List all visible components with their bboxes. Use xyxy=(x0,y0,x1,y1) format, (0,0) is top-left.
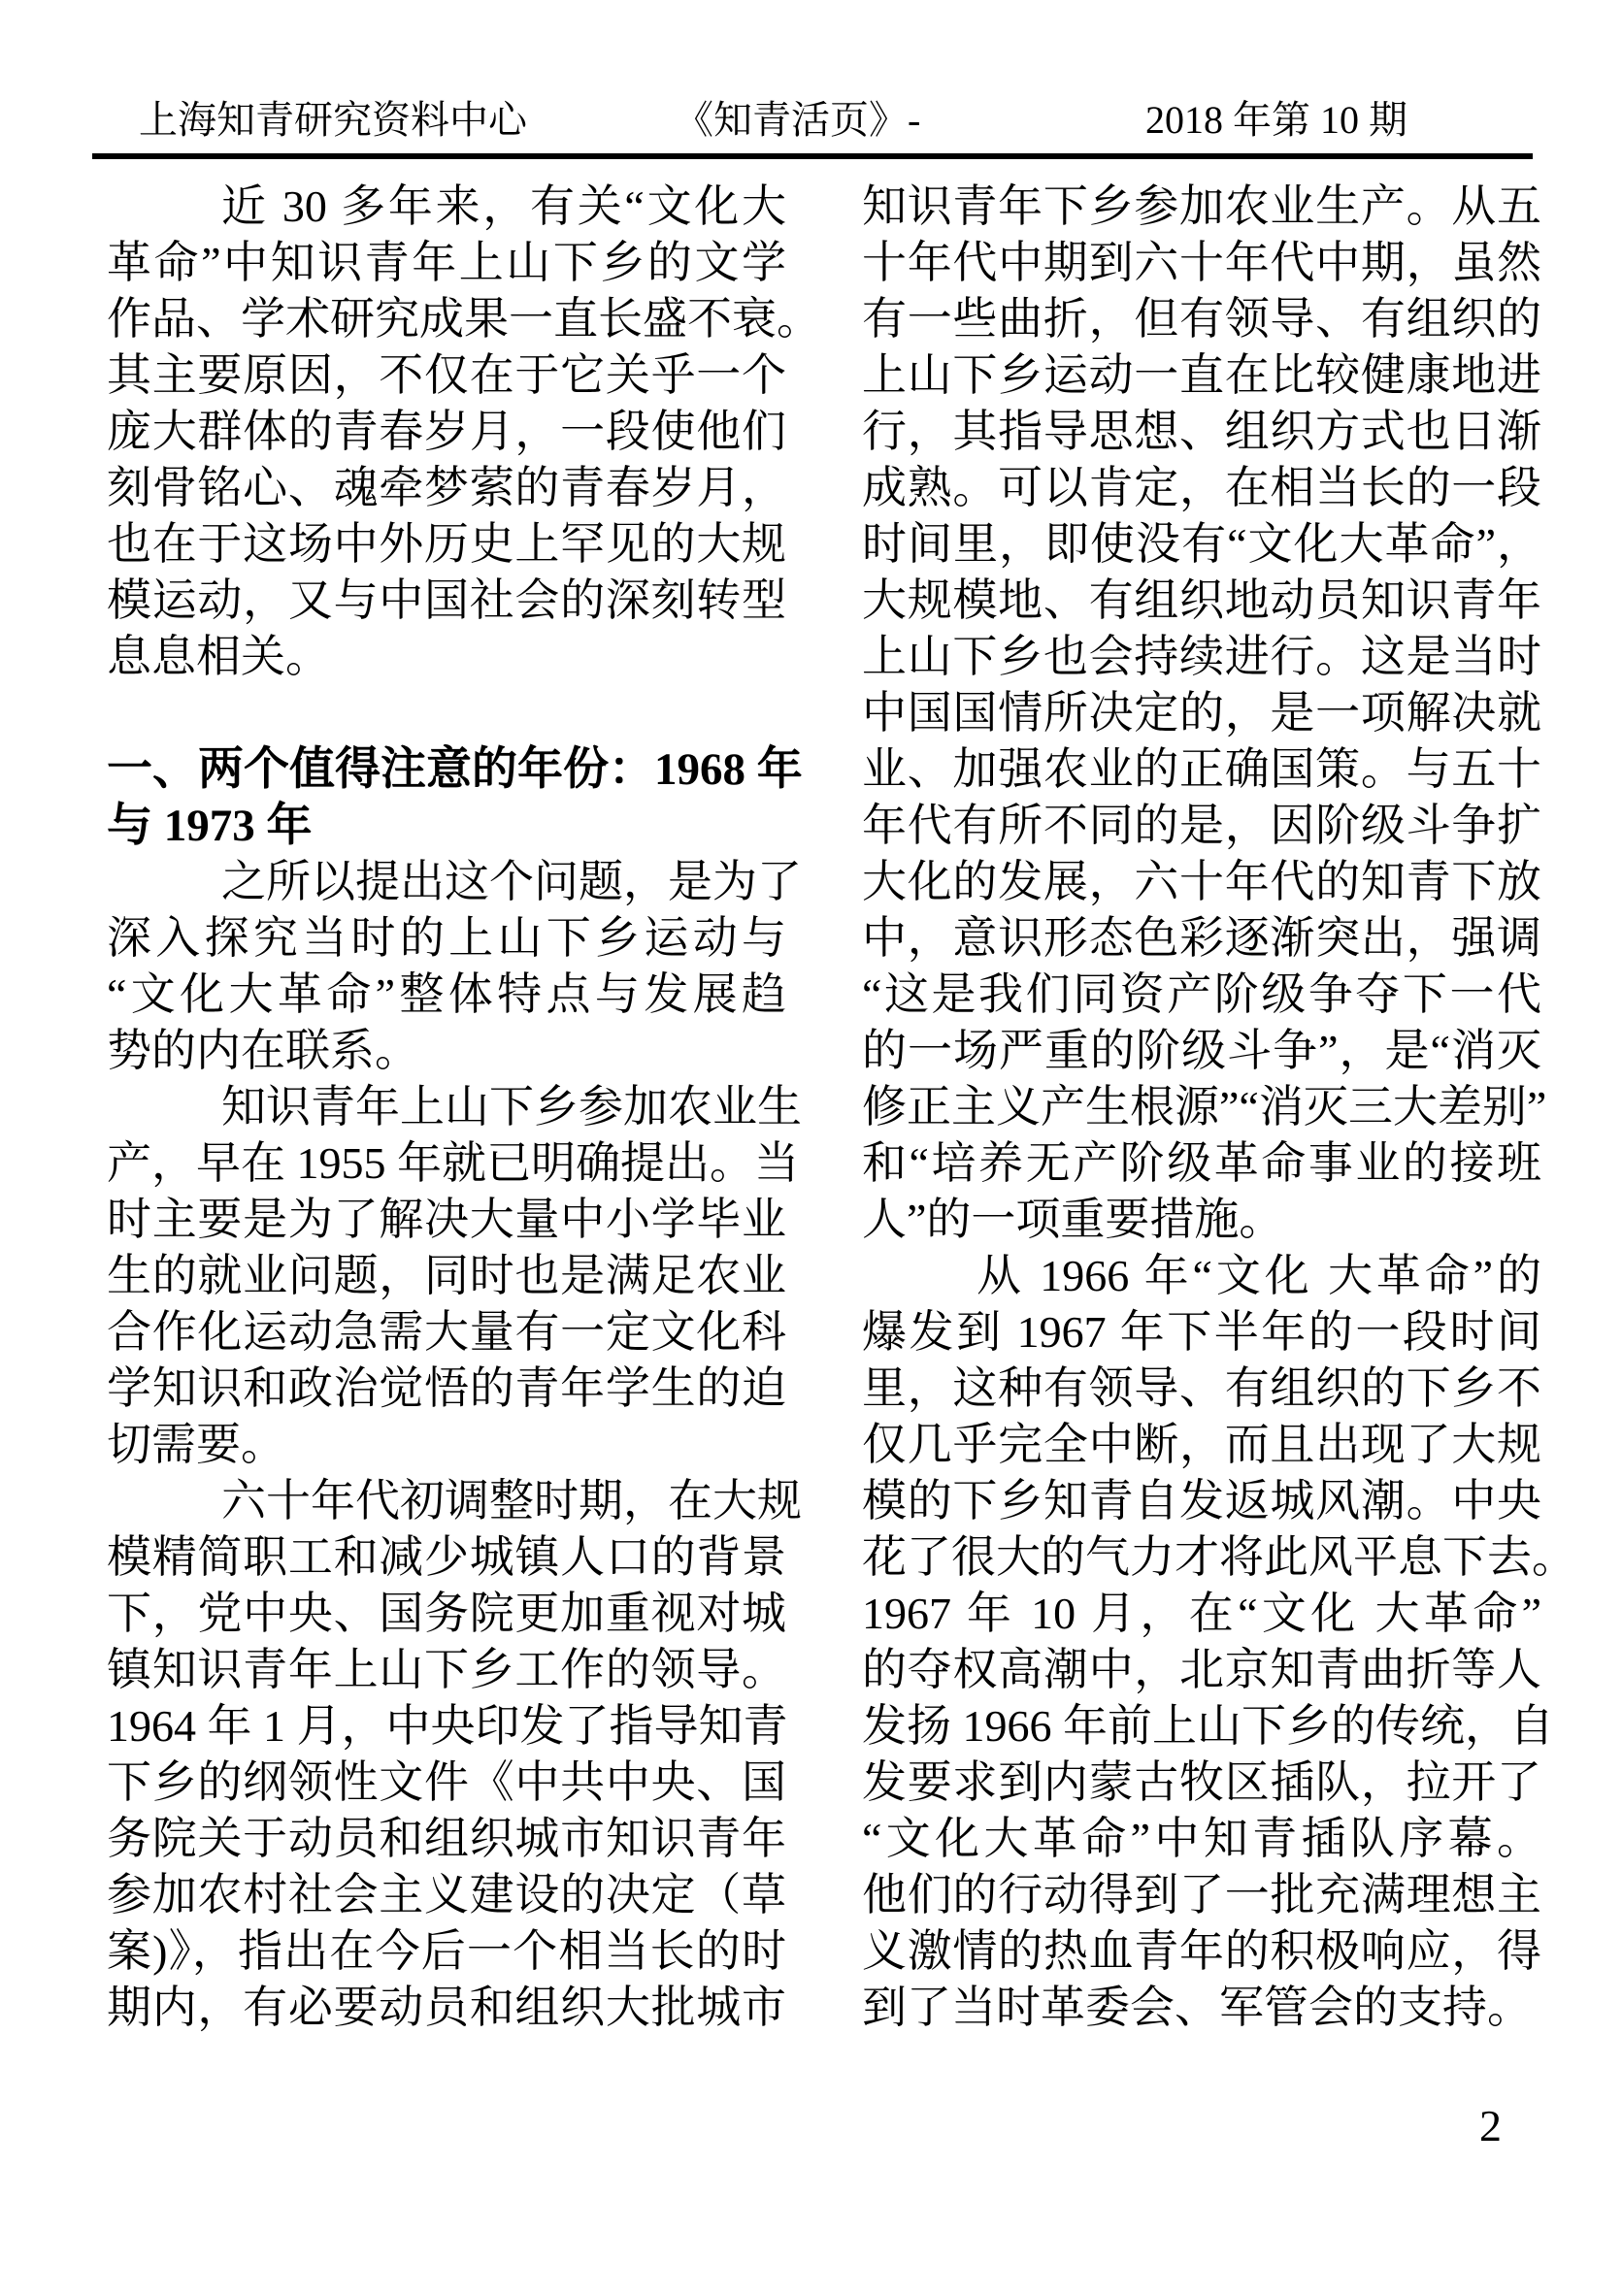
text-line: 六十年代初调整时期，在大规 xyxy=(221,1476,802,1525)
text-line: 有一些曲折，但有领导、有组织的 xyxy=(862,294,1541,344)
text-line: 大化的发展，六十年代的知青下放 xyxy=(862,857,1541,906)
text-line: 学知识和政治觉悟的青年学生的迫 xyxy=(107,1363,786,1413)
text-line: 行，其指导思想、组织方式也日渐 xyxy=(862,407,1541,456)
text-line: 作品、学术研究成果一直长盛不衰。 xyxy=(107,294,821,344)
header-issue-label: 2018 年第 10 期 xyxy=(1145,98,1407,142)
text-line: 深入探究当时的上山下乡运动与 xyxy=(107,913,786,963)
text-line: 时主要是为了解决大量中小学毕业 xyxy=(107,1195,786,1244)
text-line: “文化大革命”整体特点与发展趋 xyxy=(107,969,786,1019)
heading-line: 与 1973 年 xyxy=(107,801,313,851)
text-line: 参加农村社会主义建设的决定（草 xyxy=(107,1870,786,1919)
text-line: 的一场严重的阶级斗争”，是“消灭 xyxy=(862,1026,1541,1075)
text-line: 上山下乡也会持续进行。这是当时 xyxy=(862,632,1541,681)
text-line: “文化大革命”中知青插队序幕。 xyxy=(862,1814,1541,1863)
text-line: 镇知识青年上山下乡工作的领导。 xyxy=(107,1645,786,1694)
text-line: 义激情的热血青年的积极响应，得 xyxy=(862,1926,1541,1976)
text-line: 成熟。可以肯定，在相当长的一段 xyxy=(862,463,1541,512)
text-line: 业、加强农业的正确国策。与五十 xyxy=(862,744,1541,794)
text-line: 案)》，指出在今后一个相当长的时 xyxy=(107,1926,786,1976)
text-line: 年代有所不同的是，因阶级斗争扩 xyxy=(862,801,1541,850)
text-line: “这是我们同资产阶级争夺下一代 xyxy=(862,969,1541,1019)
text-line: 息息相关。 xyxy=(107,632,330,681)
column-left xyxy=(107,179,821,2036)
text-line: 到了当时革委会、军管会的支持。 xyxy=(862,1983,1532,2032)
text-line: 发要求到内蒙古牧区插队，拉开了 xyxy=(862,1757,1541,1807)
text-line: 之所以提出这个问题，是为了 xyxy=(221,857,802,906)
text-line: 生的就业问题，同时也是满足农业 xyxy=(107,1251,786,1300)
text-line: 里，这种有领导、有组织的下乡不 xyxy=(862,1363,1541,1413)
text-line: 也在于这场中外历史上罕见的大规 xyxy=(107,519,786,569)
text-line: 模精简职工和减少城镇人口的背景 xyxy=(107,1532,786,1582)
text-line: 务院关于动员和组织城市知识青年 xyxy=(107,1814,786,1863)
text-line: 大规模地、有组织地动员知识青年 xyxy=(862,575,1541,625)
blank-line xyxy=(107,685,786,741)
text-line: 花了很大的气力才将此风平息下去。 xyxy=(862,1532,1576,1582)
text-line: 知识青年上山下乡参加农业生 xyxy=(221,1082,802,1132)
text-line: 下乡的纲领性文件《中共中央、国 xyxy=(107,1757,786,1807)
text-line: 爆发到 1967 年下半年的一段时间 xyxy=(862,1307,1541,1357)
text-line: 十年代中期到六十年代中期，虽然 xyxy=(862,238,1541,287)
text-line: 修正主义产生根源”“消灭三大差别” xyxy=(862,1082,1547,1132)
text-line: 切需要。 xyxy=(107,1420,285,1469)
text-line: 人”的一项重要措施。 xyxy=(862,1195,1284,1244)
text-line: 庞大群体的青春岁月，一段使他们 xyxy=(107,407,786,456)
text-line: 其主要原因，不仅在于它关乎一个 xyxy=(107,350,786,400)
header-organization: 上海知青研究资料中心 xyxy=(139,98,527,142)
text-line: 中，意识形态色彩逐渐突出，强调 xyxy=(862,913,1541,963)
text-line: 近 30 多年来，有关“文化大 xyxy=(221,181,786,231)
text-line: 模运动，又与中国社会的深刻转型 xyxy=(107,575,786,625)
text-line: 他们的行动得到了一批充满理想主 xyxy=(862,1870,1541,1919)
header-rule xyxy=(92,153,1533,159)
text-line: 的夺权高潮中，北京知青曲折等人 xyxy=(862,1645,1541,1694)
heading-line: 一、两个值得注意的年份：1968 年 xyxy=(107,744,803,795)
column-right xyxy=(862,179,1576,2036)
text-line: 势的内在联系。 xyxy=(107,1026,419,1075)
text-line: 下，党中央、国务院更加重视对城 xyxy=(107,1589,786,1638)
page-number: 2 xyxy=(1479,2101,1502,2150)
text-line: 革命”中知识青年上山下乡的文学 xyxy=(107,238,786,287)
text-line: 上山下乡运动一直在比较健康地进 xyxy=(862,350,1541,400)
header-journal-title: 《知青活页》- xyxy=(675,98,921,142)
text-line: 仅几乎完全中断，而且出现了大规 xyxy=(862,1420,1541,1469)
text-line: 1964 年 1 月，中央印发了指导知青 xyxy=(107,1701,788,1751)
text-line: 1967 年 10 月，在“文化 大革命” xyxy=(862,1589,1541,1638)
text-line: 模的下乡知青自发返城风潮。中央 xyxy=(862,1476,1541,1525)
text-line: 期内，有必要动员和组织大批城市 xyxy=(107,1983,786,2032)
text-line: 中国国情所决定的，是一项解决就 xyxy=(862,688,1541,738)
text-line: 时间里，即使没有“文化大革命”， xyxy=(862,519,1541,569)
text-line: 发扬 1966 年前上山下乡的传统，自 xyxy=(862,1701,1554,1751)
text-line: 和“培养无产阶级革命事业的接班 xyxy=(862,1138,1541,1188)
text-line: 合作化运动急需大量有一定文化科 xyxy=(107,1307,786,1357)
text-line: 知识青年下乡参加农业生产。从五 xyxy=(862,181,1541,231)
text-line: 从 1966 年“文化 大革命”的 xyxy=(977,1251,1541,1300)
text-line: 产，早在 1955 年就已明确提出。当 xyxy=(107,1138,799,1188)
text-line: 刻骨铭心、魂牵梦萦的青春岁月， xyxy=(107,463,786,512)
